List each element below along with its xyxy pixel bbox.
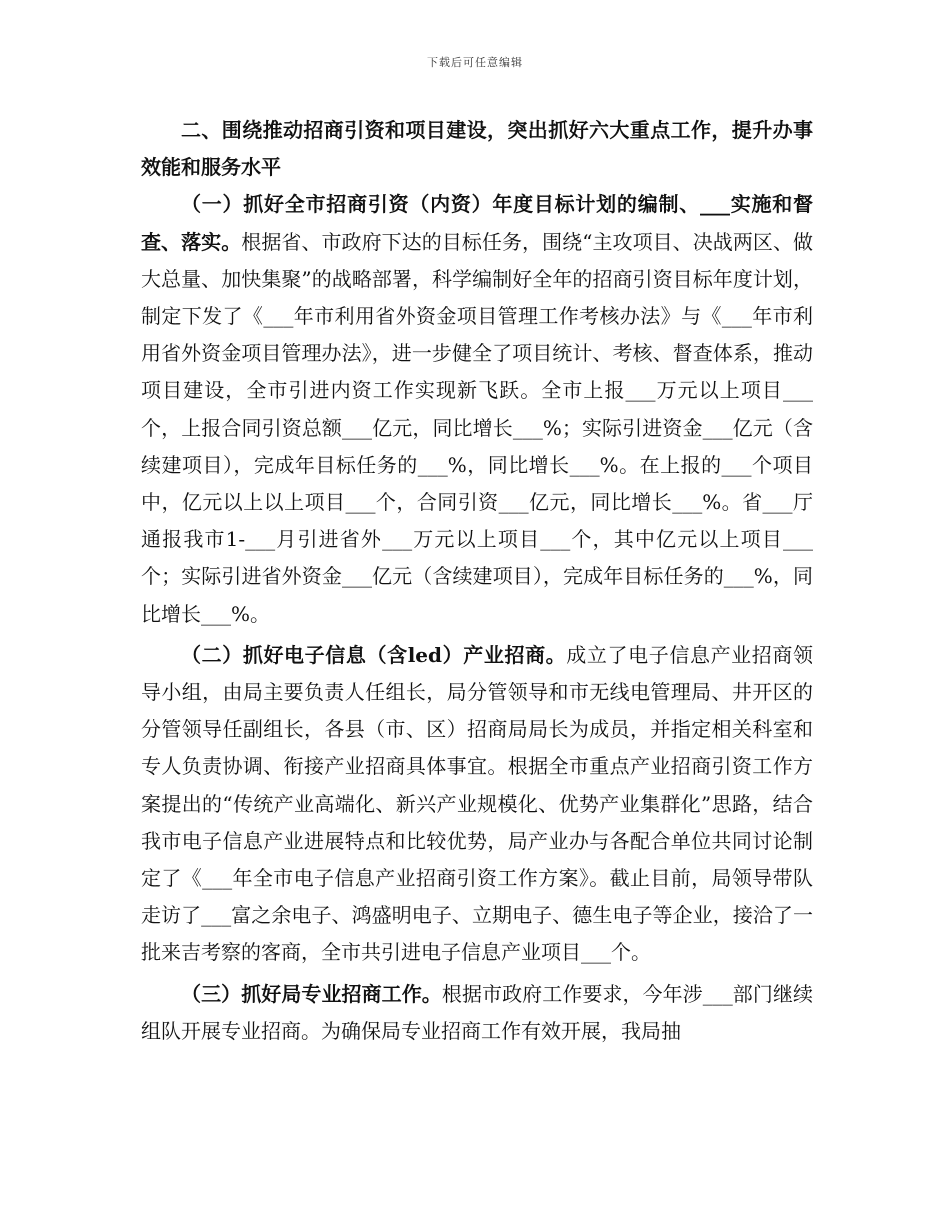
paragraph-2 xyxy=(141,637,813,972)
document-body xyxy=(141,112,813,1050)
paragraph-2-lead: （二）抓好电子信息（含led）产业招商。 xyxy=(181,642,567,667)
paragraph-1 xyxy=(141,186,813,632)
section-heading: 二、围绕推动招商引资和项目建设，突出抓好六大重点工作，提升办事效能和服务水平 xyxy=(141,118,813,180)
paragraph-3-body: 根据市政府工作要求，今年涉___部门继续组队开展专业招商。为确保局专业招商工作有效开展，我局抽 xyxy=(141,981,814,1043)
paragraph-1-body: 根据省、市政府下达的目标任务，围绕“主攻项目、决战两区、做大总量、加快集聚”的战略部署，科学编制好全年的招商引资目标年度计划，制定下发了《___年市利用省外资金项目管理工作考核办法》与《___年市利用省外资金项目管理办法》，进一步健全了项目统计、考核、督查体系，推动项目建设，全市引进内资工作实现新飞跃。全市上报___万元以上项目___个，上报合同引资总额___亿元，同比增长___%；实际引进资金___亿元（含续建项目），完成年目标任务的___%，同比增长___%。在上报的___个项目中，亿元以上以上项目___个，合同引资___亿元，同比增长___%。省___厅通报我市1-___月引进省外___万元以上项目___个，其中亿元以上项目___个；实际引进省外资金___亿元（含续建项目），完成年目标任务的___%，同比增长___%。 xyxy=(141,229,814,626)
paragraph-3-lead: （三）抓好局专业招商工作。 xyxy=(181,981,442,1006)
paragraph-2-body: 成立了电子信息产业招商领导小组，由局主要负责人任组长，局分管领导和市无线电管理局、井开区的分管领导任副组长，各县（市、区）招商局局长为成员，并指定相关科室和专人负责协调、衔接产业招商具体事宜。根据全市重点产业招商引资工作方案提出的“传统产业高端化、新兴产业规模化、优势产业集群化”思路，结合我市电子信息产业进展特点和比较优势，局产业办与各配合单位共同讨论制定了《___年全市电子信息产业招商引资工作方案》。截止目前，局领导带队走访了___富之余电子、鸿盛明电子、立期电子、德生电子等企业，接洽了一批来吉考察的客商，全市共引进电子信息产业项目___个。 xyxy=(141,642,814,965)
header-note: 下载后可任意编辑 xyxy=(427,56,523,69)
paragraph-1-lead: （一）抓好全市招商引资（内资）年度目标计划的编制、___实施和督查、落实。 xyxy=(141,192,813,254)
paragraph-3 xyxy=(141,976,813,1050)
